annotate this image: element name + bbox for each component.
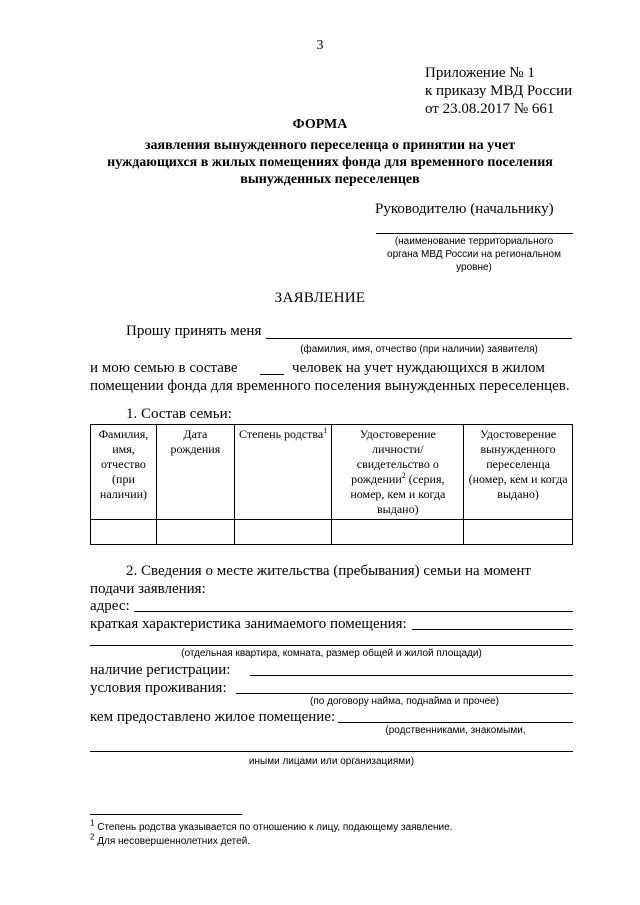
address-label: адрес: <box>90 598 130 614</box>
header-text: Дата рождения <box>170 427 221 456</box>
organ-note <box>376 235 572 274</box>
provider-note-2: иными лицами или организациями) <box>248 756 415 767</box>
form-subtitle-line-1: заявления вынужденного переселенца о принятии на учет <box>144 138 516 153</box>
header-text: Степень родства <box>239 427 324 441</box>
table-cell[interactable] <box>234 520 332 545</box>
table-header-row <box>91 425 573 520</box>
appendix-block <box>425 64 572 118</box>
form-subtitle-line-2: нуждающихся в жилых помещениях фонда для временного поселения <box>107 155 553 170</box>
organ-blank-line <box>376 233 573 234</box>
statement-title: ЗАЯВЛЕНИЕ <box>274 290 366 306</box>
housing-note: (отдельная квартира, комната, размер общей и жилой площади) <box>181 648 482 659</box>
header-text: (серия, номер, кем и когда выдано) <box>350 472 446 516</box>
address-line <box>134 611 573 612</box>
table-header-cell <box>332 425 464 520</box>
table-header-cell <box>156 425 234 520</box>
table-cell[interactable] <box>464 520 573 545</box>
organ-note-line-3: уровне) <box>456 262 492 273</box>
provider-label: кем предоставлено жилое помещение: <box>90 709 336 725</box>
footnote-text: Для несовершеннолетних детей. <box>94 836 251 847</box>
provider-line-2 <box>90 751 573 752</box>
footnote-ref: 2 <box>401 471 406 480</box>
table-cell[interactable] <box>91 520 157 545</box>
footnote-text: Степень родства указывается по отношению к лицу, подающему заявление. <box>94 822 453 833</box>
housing-line-2 <box>90 645 573 646</box>
footnote-mark: 2 <box>90 832 95 842</box>
table-row <box>91 520 573 545</box>
appendix-line-2: к приказу МВД России <box>425 83 573 99</box>
table-header-cell <box>234 425 332 520</box>
footnote-ref: 1 <box>323 426 328 435</box>
section2-line-1: 2. Сведения о месте жительства (пребывания) семьи на момент <box>126 563 531 579</box>
section2-line-2: подачи заявления: <box>90 581 206 597</box>
header-text: Удостоверение личности/ свидетельство о рождении <box>351 427 439 486</box>
organ-note-line-1: (наименование территориального <box>394 236 554 247</box>
family-line-1a: и мою семью в составе <box>90 360 238 376</box>
housing-label: краткая характеристика занимаемого помещения: <box>90 616 407 632</box>
registration-line <box>250 675 573 676</box>
provider-note-1: (родственниками, знакомыми, <box>385 725 526 736</box>
request-text: Прошу принять меня <box>126 323 262 339</box>
appendix-line-3: от 23.08.2017 № 661 <box>425 101 555 117</box>
header-text: Фамилия, имя, отчество (при наличии) <box>98 427 149 501</box>
form-subtitle <box>60 137 600 188</box>
header-text: Удостоверение вынужденного переселенца (номер, кем и когда выдано) <box>468 427 568 501</box>
organ-note-line-2: органа МВД России на региональном <box>387 249 561 260</box>
registration-label: наличие регистрации: <box>90 662 231 678</box>
family-line-1b: человек на учет нуждающихся в жилом <box>292 360 545 376</box>
applicant-name-line <box>266 338 572 339</box>
form-subtitle-line-3: вынужденных переселенцев <box>240 172 420 187</box>
conditions-note: (по договору найма, поднайма и прочее) <box>310 696 499 707</box>
section1-title: 1. Состав семьи: <box>126 406 232 422</box>
provider-line <box>338 722 573 723</box>
table-cell[interactable] <box>156 520 234 545</box>
table-header-cell <box>464 425 573 520</box>
page-number: 3 <box>316 38 324 53</box>
footnote-separator <box>90 814 242 815</box>
family-size-line <box>260 374 284 375</box>
footnote-2 <box>90 832 251 849</box>
appendix-line-1: Приложение № 1 <box>425 65 535 81</box>
addressee: Руководителю (начальнику) <box>375 201 554 217</box>
conditions-line <box>236 693 573 694</box>
footnote-mark: 1 <box>90 818 95 828</box>
conditions-label: условия проживания: <box>90 680 227 696</box>
housing-line <box>412 629 573 630</box>
table-header-cell <box>91 425 157 520</box>
form-title: ФОРМА <box>292 117 348 132</box>
footnote-1 <box>90 818 453 835</box>
applicant-note: (фамилия, имя, отчество (при наличии) заявителя) <box>300 344 538 355</box>
family-table <box>90 424 573 545</box>
table-cell[interactable] <box>332 520 464 545</box>
family-line-2: помещении фонда для временного поселения вынужденных переселенцев. <box>90 378 570 394</box>
